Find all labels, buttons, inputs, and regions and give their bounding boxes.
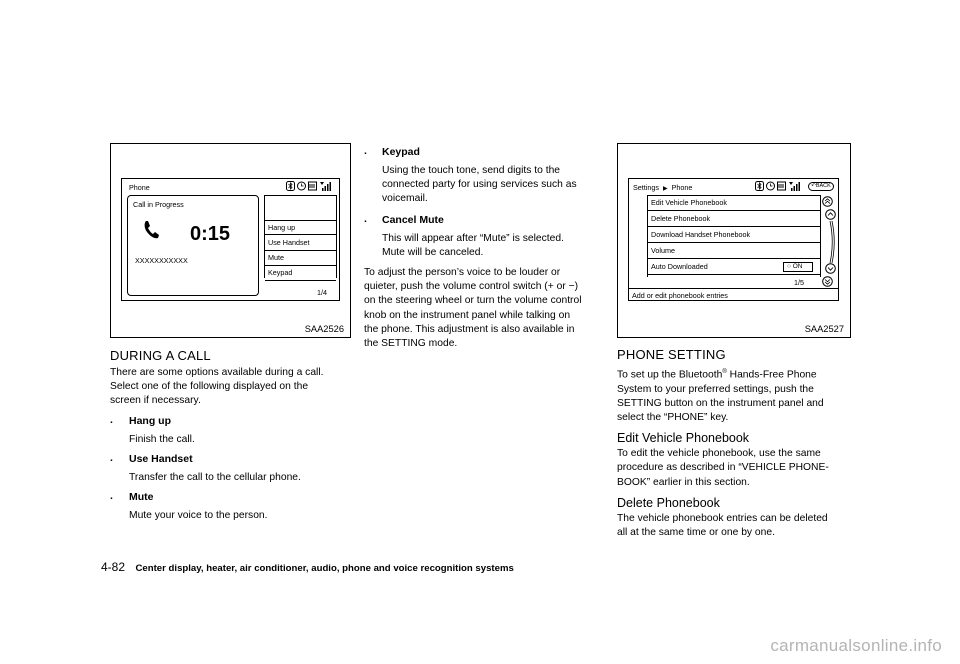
registered-mark: ®: [722, 369, 727, 375]
settings-screen: [628, 178, 839, 301]
text-line: voicemail.: [382, 193, 428, 205]
right-column: [617, 347, 857, 540]
text-run: Hands-Free Phone: [726, 369, 817, 381]
bullet-mark: .: [110, 413, 113, 426]
toggle-indicator-icon: ○: [787, 263, 791, 270]
delete-phonebook-item[interactable]: [648, 212, 820, 227]
text-line: Mute will be canceled.: [382, 246, 484, 258]
text-line: connected party for using services such as: [382, 179, 577, 191]
menu-item-label: Auto Downloaded: [651, 262, 708, 271]
subheading-edit-phonebook: Edit Vehicle Phonebook: [617, 431, 750, 446]
bullet-mark: .: [364, 212, 367, 225]
text-line: select the “PHONE” key.: [617, 412, 729, 424]
bullet-title: Use Handset: [129, 452, 193, 465]
menu-item-label: Delete Phonebook: [651, 214, 711, 223]
text-line: There are some options available during a call.: [110, 367, 324, 378]
breadcrumb-arrow-icon: ▶: [662, 186, 668, 192]
text-line: [617, 365, 857, 383]
bullet-use-handset: [110, 452, 355, 485]
text-line: To adjust the person’s voice to be louder or: [364, 267, 561, 279]
bullet-text: Transfer the call to the cellular phone.: [129, 471, 301, 483]
text-line: The vehicle phonebook entries can be deleted: [617, 512, 828, 524]
left-column: [110, 348, 355, 523]
bullet-mark: .: [110, 490, 113, 503]
menu-item-label: Download Handset Phonebook: [651, 230, 751, 239]
scroll-bottom-icon[interactable]: [822, 276, 833, 287]
text-line: on the steering wheel or turn the volume control: [364, 295, 582, 307]
toggle-label: ON: [792, 263, 803, 270]
download-handset-phonebook-item[interactable]: [648, 228, 820, 243]
chapter-title: Center display, heater, air conditioner, audio, phone and voice recognition systems: [135, 563, 514, 574]
battery-icon: [308, 181, 317, 191]
breadcrumb-settings[interactable]: Settings: [633, 183, 659, 192]
auto-downloaded-item[interactable]: [648, 260, 820, 275]
volume-paragraph: [364, 266, 610, 351]
keypad-button[interactable]: [265, 266, 336, 281]
delete-phonebook-paragraph: [617, 512, 857, 540]
bullet-text: [382, 164, 610, 207]
page-number: 4-82: [101, 560, 126, 574]
page-footer: [101, 558, 514, 576]
caller-number: XXXXXXXXXXX: [135, 256, 188, 265]
edit-phonebook-paragraph: [617, 447, 857, 490]
handset-icon: [143, 220, 161, 240]
call-options-menu: [264, 195, 337, 278]
bullet-mute: [110, 490, 355, 523]
page-indicator: 1/5: [794, 278, 804, 287]
auto-download-toggle[interactable]: [783, 262, 813, 272]
menu-item-label: Edit Vehicle Phonebook: [651, 198, 727, 207]
page-indicator: 1/4: [317, 288, 327, 297]
bullet-title: Cancel Mute: [382, 213, 444, 226]
signal-icon: [319, 181, 331, 191]
bullet-mark: .: [110, 451, 113, 464]
watermark: carmanualsonline.info: [770, 636, 942, 655]
text-line: knob on the instrument panel while talking on: [364, 309, 571, 321]
text-line: quieter, push the volume control switch (+ or −): [364, 281, 579, 293]
breadcrumb-phone: Phone: [671, 183, 693, 192]
clock-icon: [297, 181, 306, 191]
bullet-text: [382, 232, 610, 260]
bullet-title: Hang up: [129, 414, 171, 427]
menu-item-label: Volume: [651, 246, 675, 255]
bullet-text: Finish the call.: [129, 433, 195, 445]
intro-paragraph: [110, 366, 355, 409]
battery-icon: [777, 181, 786, 191]
menu-item-label: Hang up: [268, 223, 296, 232]
middle-column: [364, 145, 610, 351]
bullet-hang-up: [110, 414, 355, 447]
bullet-title: Mute: [129, 491, 154, 504]
text-line: System to your preferred settings, push the: [617, 383, 814, 395]
text-run: To set up the Bluetooth: [617, 369, 723, 381]
bullet-text: Mute your voice to the person.: [129, 510, 268, 522]
bullet-mark: .: [364, 145, 367, 157]
clock-icon: [766, 181, 775, 191]
call-panel: [127, 195, 259, 296]
figure-phone-settings: [617, 143, 851, 338]
bluetooth-icon: [755, 181, 764, 191]
scroll-down-icon[interactable]: [825, 263, 836, 274]
section-heading: PHONE SETTING: [617, 347, 726, 362]
status-bar: [629, 288, 838, 301]
text-line: BOOK” earlier in this section.: [617, 476, 750, 488]
back-arrow-icon: ↶: [811, 183, 816, 189]
section-heading: DURING A CALL: [110, 348, 211, 363]
mute-button[interactable]: [265, 251, 336, 266]
text-line: Using the touch tone, send digits to the: [382, 165, 561, 176]
text-line: To edit the vehicle phonebook, use the same: [617, 448, 821, 460]
call-status-label: Call in Progress: [133, 200, 184, 209]
text-line: the SETTING mode.: [364, 338, 458, 350]
signal-icon: [788, 181, 800, 191]
figure-call-in-progress: [110, 143, 351, 338]
hang-up-button[interactable]: [265, 220, 336, 235]
phone-screen: [121, 178, 340, 301]
text-line: all at the same time or one by one.: [617, 527, 775, 539]
text-line: This will appear after “Mute” is selected.: [382, 232, 564, 244]
use-handset-button[interactable]: [265, 236, 336, 251]
menu-item-label: Use Handset: [268, 238, 310, 247]
call-timer: 0:15: [190, 223, 231, 245]
text-line: the phone. This adjustment is also available in: [364, 323, 575, 335]
bullet-title: Keypad: [382, 146, 420, 158]
status-icons: [755, 181, 800, 191]
text-line: procedure as described in “VEHICLE PHONE-: [617, 462, 829, 474]
bluetooth-icon: [286, 181, 295, 191]
scroll-top-icon[interactable]: [822, 196, 833, 207]
status-icons: [286, 181, 331, 191]
text-line: Select one of the following displayed on the: [110, 381, 309, 393]
menu-item-label: Keypad: [268, 268, 293, 277]
menu-item-label: Mute: [268, 253, 284, 262]
screen-title: Phone: [129, 183, 150, 192]
scrollbar-track[interactable]: [827, 221, 835, 263]
subheading-delete-phonebook: Delete Phonebook: [617, 495, 720, 510]
settings-menu: [647, 195, 821, 277]
scroll-up-icon[interactable]: [825, 209, 836, 220]
back-button[interactable]: [808, 182, 834, 191]
figure-code: SAA2527: [804, 324, 844, 334]
text-line: screen if necessary.: [110, 395, 201, 407]
bullet-keypad: [364, 145, 610, 207]
volume-item[interactable]: [648, 244, 820, 259]
breadcrumb: [633, 183, 692, 192]
bullet-cancel-mute: [364, 213, 610, 260]
figure-code: SAA2526: [304, 324, 344, 334]
status-text: Add or edit phonebook entries: [632, 291, 728, 300]
edit-vehicle-phonebook-item[interactable]: [648, 196, 820, 211]
phone-setting-paragraph: [617, 365, 857, 425]
text-line: SETTING button on the instrument panel and: [617, 397, 824, 409]
back-label: BACK: [815, 183, 831, 189]
